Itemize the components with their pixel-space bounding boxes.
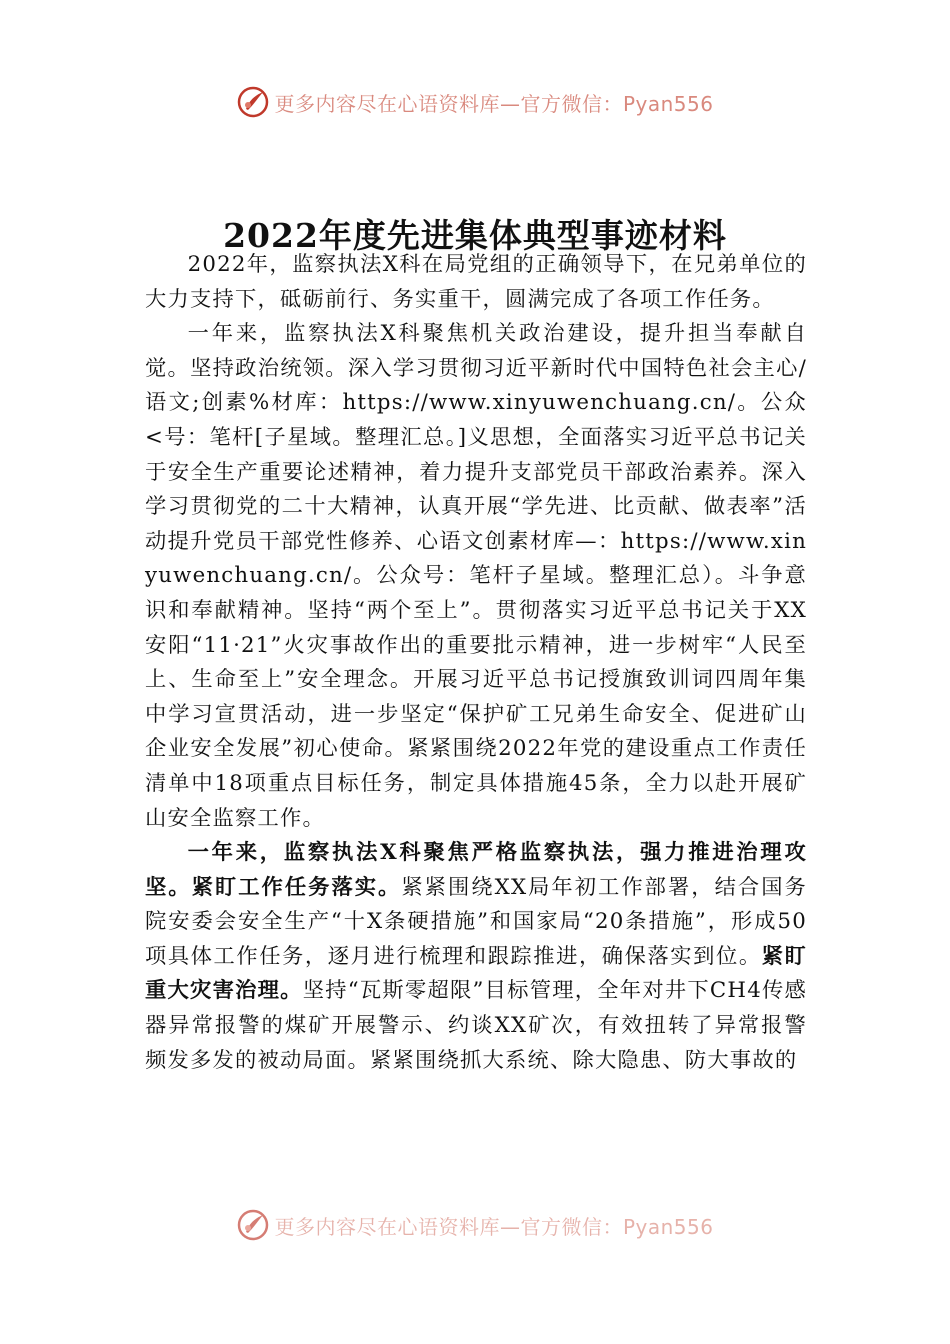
watermark-text: 更多内容尽在心语资料库—官方微信：Pyan556 xyxy=(274,1214,714,1239)
text-run: 2022年，监察执法X科在局党组的正确领导下，在兄弟单位的大力支持下，砥砺前行、务实重干，圆满完成了各项工作任务。 xyxy=(145,252,807,312)
paragraph xyxy=(145,836,807,1078)
text-run: 坚持“瓦斯零超限”目标管理，全年对井下CH4传感器异常报警的煤矿开展警示、约谈XX矿次，有效扭转了异常报警频发多发的被动局面。紧紧围绕抓大系统、除大隐患、防大事故的 xyxy=(145,978,807,1073)
text-run: 一年来，监察执法X科聚焦机关政治建设，提升担当奉献自觉。坚持政治统领。深入学习贯彻习近平新时代中国特色社会主心/语文;创素%材库：https://www.xinyuwenchuang.cn/。公众<号：笔杆[子星域。整理汇总。]义思想，全面落实习近平总书记关于安全生产重要论述精神，着力提升支部党员干部政治素养。深入学习贯彻党的二十大精神，认真开展“学先进、比贡献、做表率”活动提升党员干部党性修养、心语文创素材库—：https://www.xinyuwenchuang.cn/。公众号：笔杆子星域。整理汇总）。斗争意识和奉献精神。坚持“两个至上”。贯彻落实习近平总书记关于XX安阳“11·21”火灾事故作出的重要批示精神，进一步树牢“人民至上、生命至上”安全理念。开展习近平总书记授旗致训词四周年集中学习宣贯活动，进一步坚定“保护矿工兄弟生命安全、促进矿山企业安全发展”初心使命。紧紧围绕2022年党的建设重点工作责任清单中18项重点目标任务，制定具体措施45条，全力以赴开展矿山安全监察工作。 xyxy=(145,321,807,831)
watermark-footer xyxy=(0,1208,950,1242)
paragraph xyxy=(145,248,807,317)
text-run: 紧紧围绕XX局年初工作部署，结合国务院安委会安全生产“十X条硬措施”和国家局“20条措施”，形成50项具体工作任务，逐月进行梳理和跟踪推进，确保落实到位。 xyxy=(145,874,807,969)
watermark-text: 更多内容尽在心语资料库—官方微信：Pyan556 xyxy=(274,91,714,116)
logo-icon xyxy=(236,1208,270,1242)
document-title: 2022年度先进集体典型事迹材料 xyxy=(223,216,727,256)
bold-run: 一年来，监察执法X科聚焦严格监察执法，强力推进治理攻坚。紧盯工作任务落实。 xyxy=(145,840,807,900)
document-content xyxy=(145,248,807,1078)
paragraph xyxy=(145,317,807,836)
bold-run: 紧盯重大灾害治理。 xyxy=(145,943,807,1004)
